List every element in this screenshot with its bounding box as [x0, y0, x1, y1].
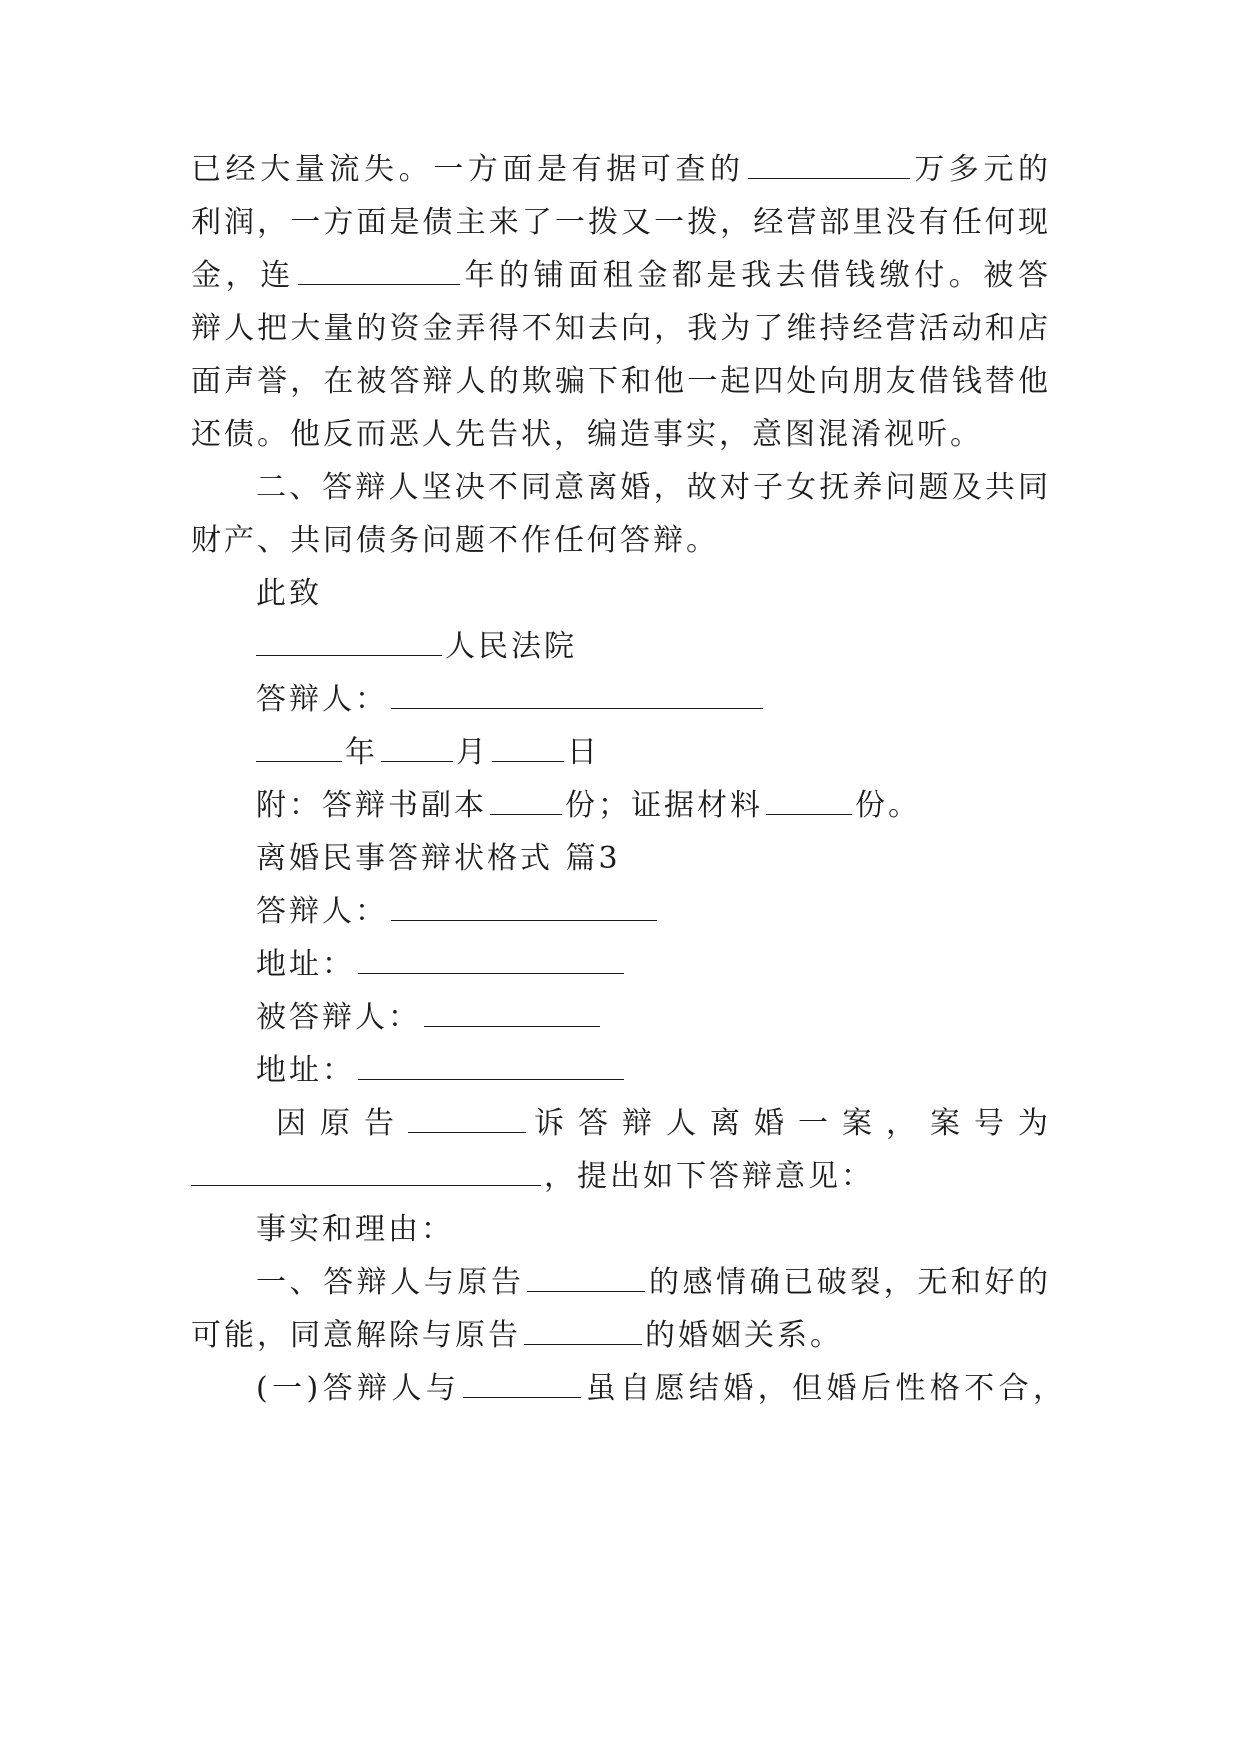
- text-segment: 年的铺面租金都是我去借钱缴付。被答: [462, 258, 1052, 293]
- address-field: [256, 1051, 627, 1091]
- fill-blank: [424, 998, 600, 1027]
- text-segment: 虽自愿结婚，但婚后性格不合，: [584, 1371, 1066, 1406]
- date-day-label: 日: [567, 735, 600, 770]
- text-segment: 的婚姻关系。: [645, 1318, 843, 1353]
- fill-blank: [256, 627, 442, 656]
- closing-salutation: 此致: [256, 576, 322, 611]
- paragraph-line: [191, 1157, 874, 1197]
- text-segment: 份。: [855, 788, 921, 823]
- paragraph-line: [276, 1104, 1062, 1144]
- paragraph-line: 辩人把大量的资金弄得不知去向，我为了维持经营活动和店: [191, 311, 1051, 346]
- paragraph-line: 二、答辩人坚决不同意离婚，故对子女抚养问题及共同: [256, 470, 1051, 505]
- paragraph-line: 还债。他反而恶人先告状，编造事实，意图混淆视听。: [191, 417, 983, 452]
- paragraph-line: [256, 1263, 1051, 1303]
- fill-blank: [748, 150, 910, 179]
- fill-blank: [524, 1316, 642, 1345]
- paragraph-line: [191, 150, 1051, 190]
- text-segment: 一、答辩人与原告: [256, 1265, 525, 1300]
- field-label: 地址：: [256, 947, 355, 982]
- paragraph-line: [256, 1369, 1066, 1409]
- paragraph-line: 面声誉，在被答辩人的欺骗下和他一起四处向朋友借钱替他: [191, 364, 1051, 399]
- text-segment: 因原告: [276, 1106, 408, 1141]
- field-label: 答辩人：: [256, 894, 388, 929]
- text-segment: 的感情确已破裂，无和好的: [648, 1265, 1052, 1300]
- fill-blank: [766, 786, 852, 815]
- paragraph-line: 财产、共同债务问题不作任何答辩。: [191, 523, 719, 558]
- court-label: 人民法院: [445, 629, 577, 664]
- address-field: [256, 945, 627, 985]
- text-segment: 万多元的: [912, 152, 1052, 187]
- section-title: 离婚民事答辩状格式 篇3: [256, 841, 621, 876]
- fill-blank: [381, 733, 453, 762]
- text-segment: 可能，同意解除与原告: [191, 1318, 521, 1353]
- paragraph-line: [191, 1316, 843, 1356]
- fill-blank: [463, 1369, 581, 1398]
- attachments-line: [256, 786, 921, 826]
- fill-blank: [391, 680, 763, 709]
- fill-blank: [256, 733, 342, 762]
- text-segment: 份；证据材料: [565, 788, 763, 823]
- respondent-signature-line: [256, 680, 766, 720]
- text-segment: 已经大量流失。一方面是有据可查的: [191, 152, 745, 187]
- fill-blank: [358, 945, 624, 974]
- fill-blank: [391, 892, 657, 921]
- paragraph-line: 利润，一方面是债主来了一拨又一拨，经营部里没有任何现: [191, 205, 1051, 240]
- date-line: [256, 733, 600, 773]
- facts-heading: 事实和理由：: [256, 1212, 454, 1247]
- date-month-label: 月: [456, 735, 489, 770]
- text-segment: (一)答辩人与: [256, 1371, 461, 1406]
- fill-blank: [408, 1104, 526, 1133]
- fill-blank: [358, 1051, 624, 1080]
- field-label: 被答辩人：: [256, 1000, 421, 1035]
- fill-blank: [490, 786, 562, 815]
- respondent-field: [256, 892, 660, 932]
- text-segment: 附：答辩书副本: [256, 788, 487, 823]
- defendant-field: [256, 998, 603, 1038]
- fill-blank: [191, 1157, 541, 1186]
- fill-blank: [527, 1263, 645, 1292]
- field-label: 地址：: [256, 1053, 355, 1088]
- fill-blank: [492, 733, 564, 762]
- text-segment: ，提出如下答辩意见：: [544, 1159, 874, 1194]
- date-year-label: 年: [345, 735, 378, 770]
- fill-blank: [298, 256, 460, 285]
- court-line: [256, 627, 577, 667]
- respondent-label: 答辩人：: [256, 682, 388, 717]
- paragraph-line: [191, 256, 1051, 296]
- text-segment: 金，连: [191, 258, 295, 293]
- text-segment: 诉答辩人离婚一案，案号为: [534, 1106, 1062, 1141]
